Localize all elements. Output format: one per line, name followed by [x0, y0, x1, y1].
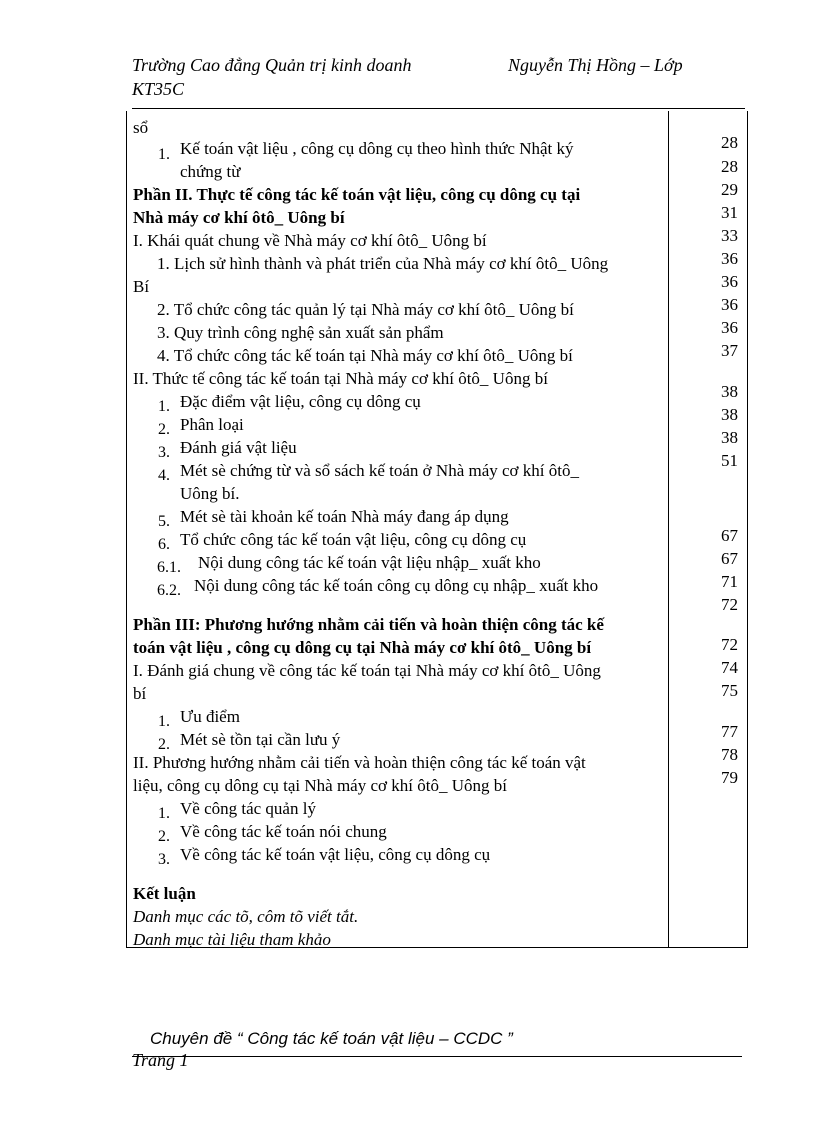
toc-entry: Mét sè tồn tại cần lưu ý: [180, 730, 341, 749]
page-number: 75: [721, 681, 738, 700]
toc-entry-number: 6.2.: [157, 582, 181, 599]
toc-column-divider: [668, 111, 669, 947]
page-number: 29: [721, 180, 738, 199]
toc-entry-number: 4.: [158, 467, 170, 484]
toc-entry-number: 1.: [158, 713, 170, 730]
page-number: 38: [721, 405, 738, 424]
toc-entry: Về công tác quản lý: [180, 799, 316, 818]
toc-entry: I. Đánh giá chung về công tác kế toán tại Nhà máy cơ khí ôtô_ Uông: [133, 661, 601, 680]
toc-entry-number: 3.: [158, 851, 170, 868]
toc-entry: Kế toán vật liệu , công cụ dông cụ theo hình thức Nhật ký: [180, 139, 574, 158]
toc-entry: Về công tác kế toán nói chung: [180, 822, 387, 841]
toc-abbreviations: Danh mục các tõ, côm tõ viết tắt.: [133, 907, 359, 926]
page-number: 51: [721, 451, 738, 470]
toc-entry: Đánh giá vật liệu: [180, 438, 297, 457]
toc-entry: bí: [133, 684, 147, 703]
page-number: 78: [721, 745, 738, 764]
page-number: 36: [721, 318, 738, 337]
toc-entry-number: 1.: [158, 398, 170, 415]
toc-part-heading: Phần II. Thực tế công tác kế toán vật liệu, công cụ dông cụ tại: [133, 185, 581, 204]
toc-entry: liệu, công cụ dông cụ tại Nhà máy cơ khí ôtô_ Uông bí: [133, 776, 507, 795]
toc-entry: 1. Lịch sử hình thành và phát triển của Nhà máy cơ khí ôtô_ Uông: [157, 254, 609, 273]
page-number: 28: [721, 157, 738, 176]
page-number: 79: [721, 768, 738, 787]
page-number: 28: [721, 133, 738, 152]
page-number: 74: [721, 658, 738, 677]
toc-entry: Uông bí.: [180, 484, 240, 503]
page-number: 71: [721, 572, 738, 591]
header-class: KT35C: [132, 79, 185, 99]
toc-entry-number: 6.1.: [157, 559, 181, 576]
toc-entry: 3. Quy trình công nghệ sản xuất sản phẩm: [157, 323, 444, 342]
toc-entry: 2. Tổ chức công tác quản lý tại Nhà máy cơ khí ôtô_ Uông bí: [157, 300, 574, 319]
toc-entry-number: 1.: [158, 805, 170, 822]
page-number: 36: [721, 272, 738, 291]
toc-entry: Phân loại: [180, 415, 244, 434]
toc-part-heading: Nhà máy cơ khí ôtô_ Uông bí: [133, 208, 345, 227]
footer-page-number: Trang 1: [132, 1050, 189, 1070]
toc-entry: II. Thức tế công tác kế toán tại Nhà máy cơ khí ôtô_ Uông bí: [133, 369, 548, 388]
toc-entry: 4. Tổ chức công tác kế toán tại Nhà máy cơ khí ôtô_ Uông bí: [157, 346, 573, 365]
page-number: 38: [721, 382, 738, 401]
toc-entry: Tổ chức công tác kế toán vật liệu, công cụ dông cụ: [180, 530, 527, 549]
toc-entry-number: 2.: [158, 421, 170, 438]
toc-entry: Nội dung công tác kế toán công cụ dông cụ nhập_ xuất kho: [194, 576, 599, 595]
footer-title: Chuyên đề “ Công tác kế toán vật liệu – CCDC ”: [150, 1029, 513, 1048]
page-number: 72: [721, 595, 738, 614]
toc-entry: II. Phương hướng nhằm cải tiến và hoàn thiện công tác kế toán vật: [133, 753, 586, 772]
toc-entry: Bí: [133, 277, 150, 296]
toc-entry-number: 3.: [158, 444, 170, 461]
toc-entry: Mét sè chứng từ và sổ sách kế toán ở Nhà máy cơ khí ôtô_: [180, 461, 579, 480]
toc-entry: Ưu điểm: [180, 707, 240, 726]
page-number: 36: [721, 249, 738, 268]
toc-references: Danh mục tài liệu tham khảo: [133, 930, 331, 949]
header-school: [132, 53, 411, 101]
toc-entry-number: 6.: [158, 536, 170, 553]
page-number: 31: [721, 203, 738, 222]
toc-entry-number: 5.: [158, 513, 170, 530]
toc-entry: sổ: [133, 118, 149, 137]
page-number: 37: [721, 341, 738, 360]
page-number: 72: [721, 635, 738, 654]
toc-entry: Nội dung công tác kế toán vật liệu nhập_ xuất kho: [198, 553, 541, 572]
page-number: 67: [721, 549, 738, 568]
page-number: 77: [721, 722, 738, 741]
toc-entry-number: 1.: [158, 146, 170, 163]
toc-entry: Đặc điểm vật liệu, công cụ dông cụ: [180, 392, 421, 411]
page-number: 38: [721, 428, 738, 447]
page-number: 67: [721, 526, 738, 545]
header-school-name: Trường Cao đẳng Quản trị kinh doanh: [132, 55, 412, 75]
toc-entry: Mét sè tài khoản kế toán Nhà máy đang áp dụng: [180, 507, 509, 526]
toc-part-heading: toán vật liệu , công cụ dông cụ tại Nhà máy cơ khí ôtô_ Uông bí: [133, 638, 592, 657]
toc-entry: chứng từ: [180, 162, 241, 181]
toc-part-heading: Phần III: Phương hướng nhằm cải tiến và hoàn thiện công tác kế: [133, 615, 604, 634]
header-author: Nguyễn Thị Hồng – Lớp: [508, 55, 683, 75]
toc-entry: I. Khái quát chung về Nhà máy cơ khí ôtô_ Uông bí: [133, 231, 487, 250]
footer-divider: [132, 1056, 742, 1057]
toc-entry-number: 2.: [158, 736, 170, 753]
page-number: 33: [721, 226, 738, 245]
toc-conclusion: Kết luận: [133, 884, 196, 903]
header-divider: [132, 108, 745, 109]
page-number: 36: [721, 295, 738, 314]
toc-entry-number: 2.: [158, 828, 170, 845]
toc-entry: Về công tác kế toán vật liệu, công cụ dông cụ: [180, 845, 491, 864]
